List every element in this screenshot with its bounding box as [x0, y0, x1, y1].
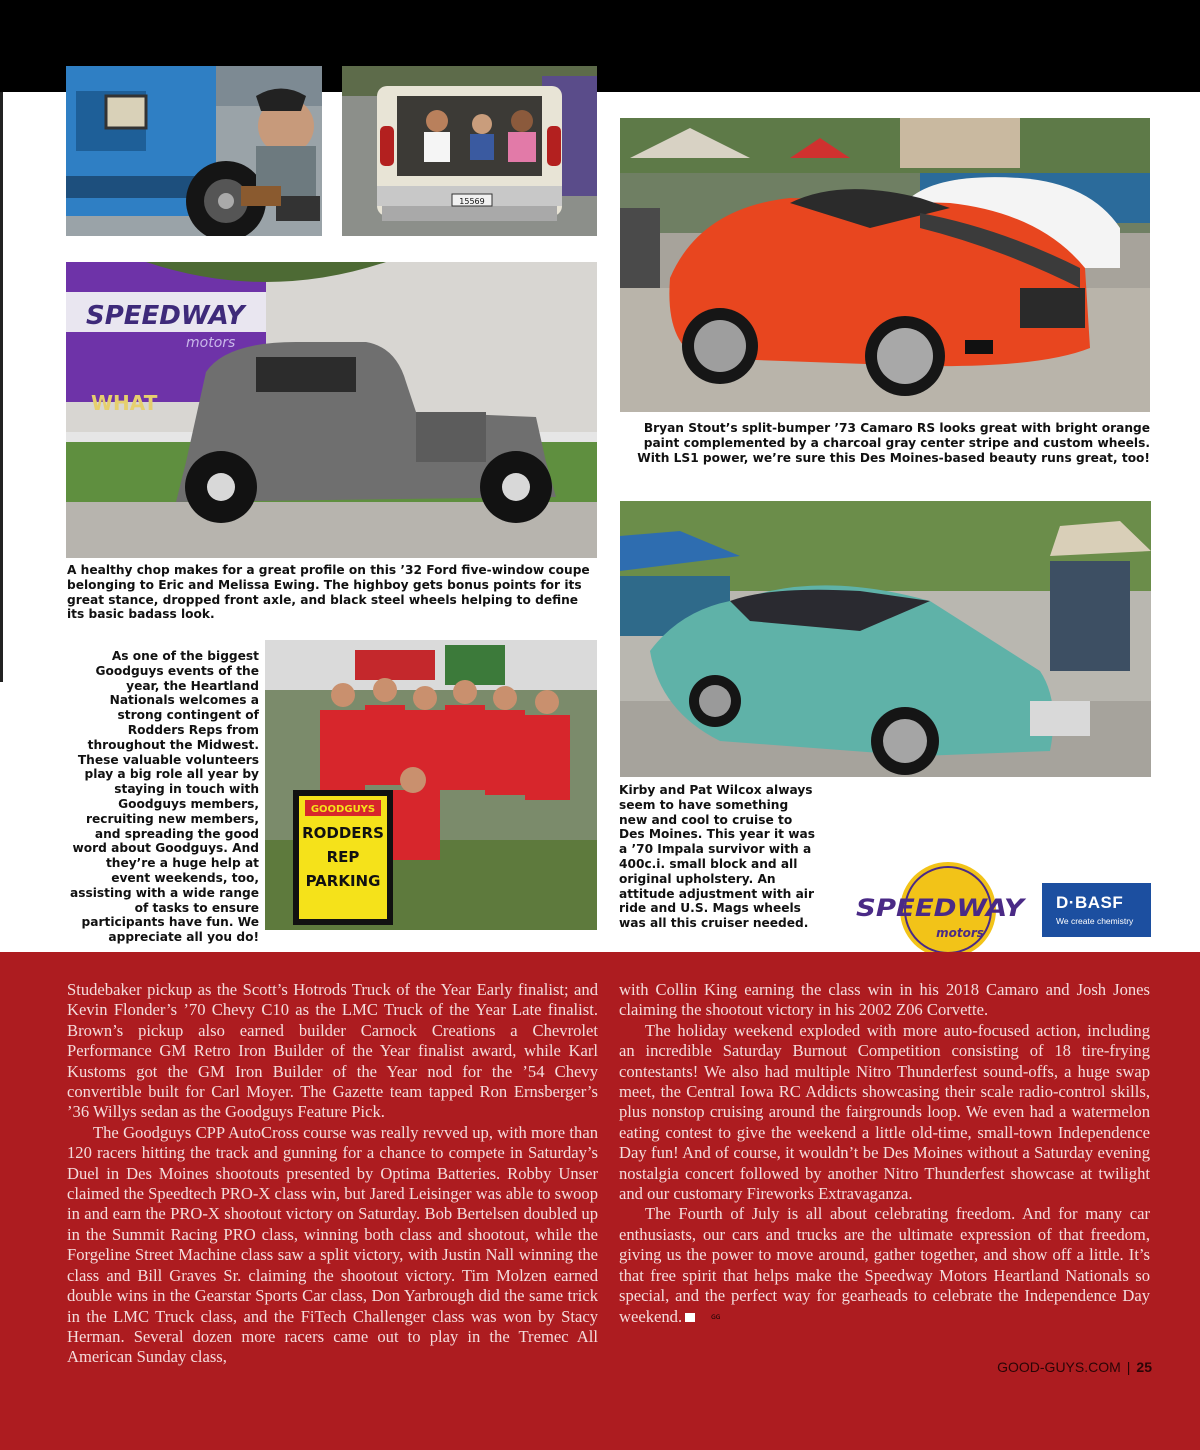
sign-line3-text: PARKING [305, 872, 381, 890]
article-paragraph [619, 980, 1150, 1021]
article-column-right [619, 980, 1150, 1327]
trailer-sub-text: motors [186, 335, 236, 351]
sign-line1-text: RODDERS [302, 824, 384, 842]
basf-brand-text: D·BASF [1056, 893, 1124, 912]
caption-rodders-reps: As one of the biggest Goodguys events of the year, the Heartland Nationals welcomes a strong contingent of Rodders Reps from throughout the Midwest. These valuable volunteers play a big role all year by staying in touch with Goodguys members, recruiting new members, and spreading the good word about Goodguys. And they’re a huge help at event weekends, too, assisting with a wide range of tasks to ensure participants have fun. We appreciate all you do! [69, 649, 259, 945]
trailer-what-text: WHAT [91, 391, 158, 415]
photo-32-ford [66, 262, 597, 558]
article-paragraph-text: The Goodguys CPP AutoCross course was really revved up, with more than 120 racers hitting the track and gunning for a chance to compete in Saturday’s Duel in Des Moines shootouts presented by Optima Batteries. Robby Unser claimed the Speedtech PRO-X class win, but Jared Leisinger was able to swoop in and earn the PRO-X shootout victory on Saturday. Bob Bertelsen doubled up in the Summit Racing PRO class, winning both class and shootout, while the Forgeline Street Machine class saw a split victory, with Justin Nall winning the class and Bill Graves Sr. claiming the shootout victory. Tim Molzen earned double wins in the Gearstar Sports Car class, Don Yarbrough did the same trick in the LMC Truck class, and the FiTech Challenger class was won by Stacy Herman. Several dozen more racers came out to play in the Tremec All American Sunday class, [67, 1122, 598, 1367]
basf-tagline: We create chemistry [1056, 916, 1134, 926]
caption-impala: Kirby and Pat Wilcox always seem to have something new and cool to cruise to Des Moines. This year it was a ’70 Impala survivor with a 400c.i. small block and all original upholstery. An attitude adjustment with air ride and U.S. Mags wheels was all this cruiser needed. [619, 783, 815, 931]
article-column-left [67, 980, 598, 1368]
sign-brand-text: GOODGUYS [310, 804, 376, 815]
sign-line2-text: REP [326, 848, 360, 866]
photo-rodders-reps [265, 640, 597, 930]
speedway-logo-sub: motors [936, 926, 984, 940]
photo-teal-impala [620, 501, 1151, 777]
caption-camaro: Bryan Stout’s split-bumper ’73 Camaro RS looks great with bright orange paint complemented by a charcoal gray center stripe and custom wheels. With LS1 power, we’re sure this Des Moines-based beauty runs great, too! [637, 421, 1150, 465]
trailer-brand-text: SPEEDWAY [86, 301, 245, 331]
photo-blue-truck [66, 66, 322, 236]
article-paragraph-text: The holiday weekend exploded with more auto-focused action, including an incredible Saturday Burnout Competition consisting of 18 tire-frying contestants! We also had multiple Nitro Thunderfest sound-offs, a huge swap meet, the Central Iowa RC Addicts showcasing their scale radio-control skills, plus nonstop cruising around the fairgrounds loop. We even had a watermelon eating contest to give the weekend a little old-time, small-town Independence Day fun! And of course, it wouldn’t be Des Moines without a Saturday evening nostalgia concert followed by another Nitro Thunderfest showcase at twilight and our customary Fireworks Extravaganza. [619, 1020, 1150, 1204]
article-paragraph [67, 1123, 598, 1368]
article-paragraph [619, 1021, 1150, 1205]
article-paragraph-text: with Collin King earning the class win in his 2018 Camaro and Josh Jones claiming the shootout victory in his 2002 Z06 Corvette. [619, 980, 1150, 1020]
basf-logo [1042, 883, 1151, 937]
article-paragraph [67, 980, 598, 1123]
article-paragraph [619, 1204, 1150, 1326]
footer-separator: | [1126, 1359, 1131, 1375]
article-paragraph-text: The Fourth of July is all about celebrating freedom. And for many car enthusiasts, our cars and trucks are the ultimate expression of that freedom, giving us the power to move around, gather together, and show off a little. It’s that free spirit that helps make the Speedway Motors Heartland Nationals so special, and the perfect way for gearheads to celebrate the Independence Day weekend. [619, 1204, 1150, 1326]
end-mark-icon: GG [685, 1313, 695, 1322]
photo-orange-camaro [620, 118, 1150, 412]
photo-wagon-kids [342, 66, 597, 236]
article-paragraph-text: Studebaker pickup as the Scott’s Hotrods Truck of the Year Early finalist; and Kevin Flonder’s ’70 Chevy C10 as the LMC Truck of the Year Late finalist. Brown’s pickup also earned builder Carnock Creations a Chevrolet Performance GM Retro Iron Builder of the Year finalist award, while Karl Kustoms got the GM Iron Builder of the Year nod for the ’54 Chevy convertible built for Carl Moyer. The Gazette team tapped Ron Ernsberger’s ’36 Willys sedan as the Goodguys Feature Pick. [67, 980, 598, 1122]
footer-site: GOOD-GUYS.COM [997, 1359, 1121, 1375]
speedway-logo-text: SPEEDWAY [856, 894, 1028, 922]
page-footer [997, 1359, 1152, 1375]
page-number: 25 [1136, 1359, 1152, 1375]
left-edge-strip [0, 92, 3, 682]
caption-ford-coupe: A healthy chop makes for a great profile on this ’32 Ford five-window coupe belonging to Eric and Melissa Ewing. The highboy gets bonus points for its great stance, dropped front axle, and black steel wheels helping to define its basic badass look. [67, 563, 590, 622]
wagon-plate-text: 15569 [459, 197, 485, 206]
speedway-motors-logo [852, 860, 1028, 960]
